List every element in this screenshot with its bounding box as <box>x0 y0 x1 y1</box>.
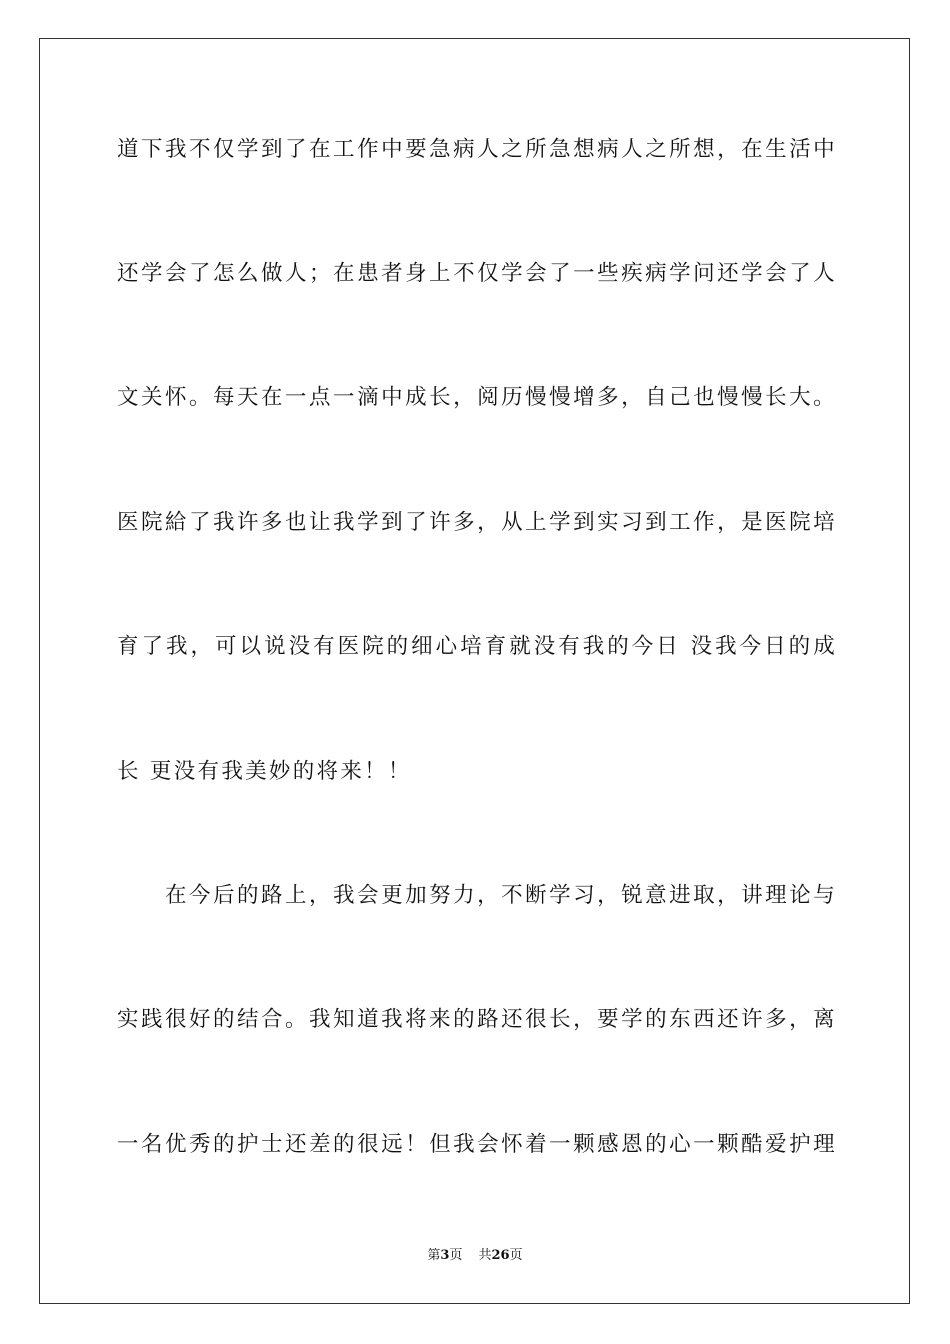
body-line-8: 实践很好的结合。我知道我将来的路还很长，要学的东西还许多，离 <box>117 1007 837 1032</box>
total-pages-number: 26 <box>491 1248 510 1263</box>
body-line-7-paragraph-start: 在今后的路上，我会更加努力，不断学习，锐意进取，讲理论与 <box>165 883 837 908</box>
body-line-2: 还学会了怎么做人；在患者身上不仅学会了一些疾病学问还学会了人 <box>117 261 837 286</box>
page-footer <box>0 1247 950 1265</box>
body-line-9: 一名优秀的护士还差的很远！但我会怀着一颗感恩的心一颗酷爱护理 <box>117 1132 837 1157</box>
body-line-1: 道下我不仅学到了在工作中要急病人之所急想病人之所想，在生活中 <box>117 137 837 162</box>
total-suffix: 页 <box>509 1248 523 1263</box>
current-page-number: 3 <box>440 1248 450 1263</box>
total-prefix: 共 <box>478 1248 492 1263</box>
body-line-4: 医院給了我许多也让我学到了许多，从上学到实习到工作，是医院培 <box>117 510 837 535</box>
page-border <box>39 38 910 1304</box>
body-line-3: 文关怀。每天在一点一滴中成长，阅历慢慢增多，自己也慢慢长大。 <box>117 385 837 410</box>
body-line-5: 育了我，可以说没有医院的细心培育就没有我的今日 没我今日的成 <box>117 634 837 659</box>
page-prefix: 第 <box>427 1248 441 1263</box>
page-suffix: 页 <box>449 1248 463 1263</box>
body-line-6: 长 更没有我美妙的将来！！ <box>117 759 412 784</box>
